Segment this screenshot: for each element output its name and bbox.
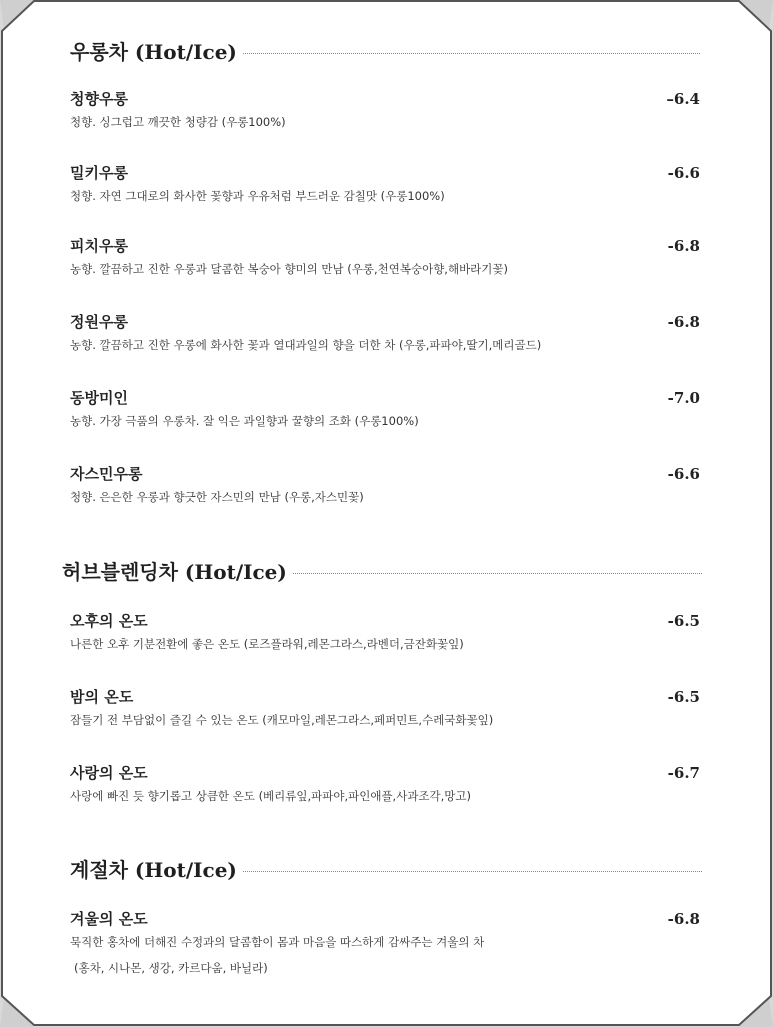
menu-item (70, 235, 700, 280)
menu-item (70, 387, 700, 432)
menu-item (70, 311, 700, 356)
item-description: 청향. 은은한 우롱과 향긋한 자스민의 만남 (우롱,자스민꽃) (70, 490, 364, 504)
item-price: -6.8 (667, 237, 700, 255)
menu-item (70, 162, 700, 207)
item-name: 밀키우롱 (70, 164, 128, 182)
item-name: 겨울의 온도 (70, 910, 148, 928)
menu-item (70, 463, 700, 508)
section-herb-blend (62, 556, 702, 585)
section-title: 허브블렌딩차 (Hot/Ice) (62, 556, 702, 585)
item-price: -6.5 (667, 612, 700, 630)
item-description: 청향. 자연 그대로의 화사한 꽃향과 우유처럼 부드러운 감칠맛 (우롱100%) (70, 189, 445, 203)
menu-item (70, 762, 700, 807)
item-description: 사랑에 빠진 듯 향기롭고 상큼한 온도 (베리류잎,파파야,파인애플,사과조각,망고) (70, 789, 472, 803)
item-name: 사랑의 온도 (70, 764, 148, 782)
item-ingredients: (홍차, 시나몬, 생강, 카르다움, 바닐라) (74, 961, 268, 975)
item-name: 청향우롱 (70, 90, 128, 108)
section-seasonal (70, 854, 702, 883)
menu-item (70, 686, 700, 731)
item-description: 잠들기 전 부담없이 즐길 수 있는 온도 (캐모마일,레몬그라스,페퍼민트,수레국화꽃잎) (70, 713, 494, 727)
item-price: -6.5 (667, 688, 700, 706)
item-price: –6.4 (666, 90, 700, 108)
section-oolong (70, 36, 700, 65)
section-title: 계절차 (Hot/Ice) (70, 854, 702, 883)
item-name: 자스민우롱 (70, 465, 143, 483)
menu-item (70, 908, 700, 979)
menu-item (70, 610, 700, 655)
item-name: 밤의 온도 (70, 688, 134, 706)
item-price: -7.0 (667, 389, 700, 407)
menu-item (70, 88, 700, 133)
item-description: 묵직한 홍차에 더해진 수정과의 달콤함이 몸과 마음을 따스하게 감싸주는 겨울의 차 (70, 935, 485, 949)
item-name: 피치우롱 (70, 237, 128, 255)
item-price: -6.8 (667, 910, 700, 928)
item-name: 동방미인 (70, 389, 128, 407)
item-description: 농향. 가장 극품의 우롱차. 잘 익은 과일향과 꿀향의 조화 (우롱100%) (70, 414, 419, 428)
item-price: -6.8 (667, 313, 700, 331)
item-name: 정원우롱 (70, 313, 128, 331)
item-name: 오후의 온도 (70, 612, 148, 630)
item-description: 농향. 깔끔하고 진한 우롱에 화사한 꽃과 열대과일의 향을 더한 차 (우롱,파파야,딸기,메리골드) (70, 338, 542, 352)
item-price: -6.7 (667, 764, 700, 782)
item-description: 농향. 깔끔하고 진한 우롱과 달콤한 복숭아 향미의 만남 (우롱,천연복숭아향,해바라기꽃) (70, 262, 508, 276)
item-price: -6.6 (667, 164, 700, 182)
item-description: 청향. 싱그럽고 깨끗한 청량감 (우롱100%) (70, 115, 286, 129)
section-title: 우롱차 (Hot/Ice) (70, 36, 700, 65)
item-description: 나른한 오후 기분전환에 좋은 온도 (로즈플라워,레몬그라스,라벤더,금잔화꽃잎) (70, 637, 464, 651)
item-price: -6.6 (667, 465, 700, 483)
